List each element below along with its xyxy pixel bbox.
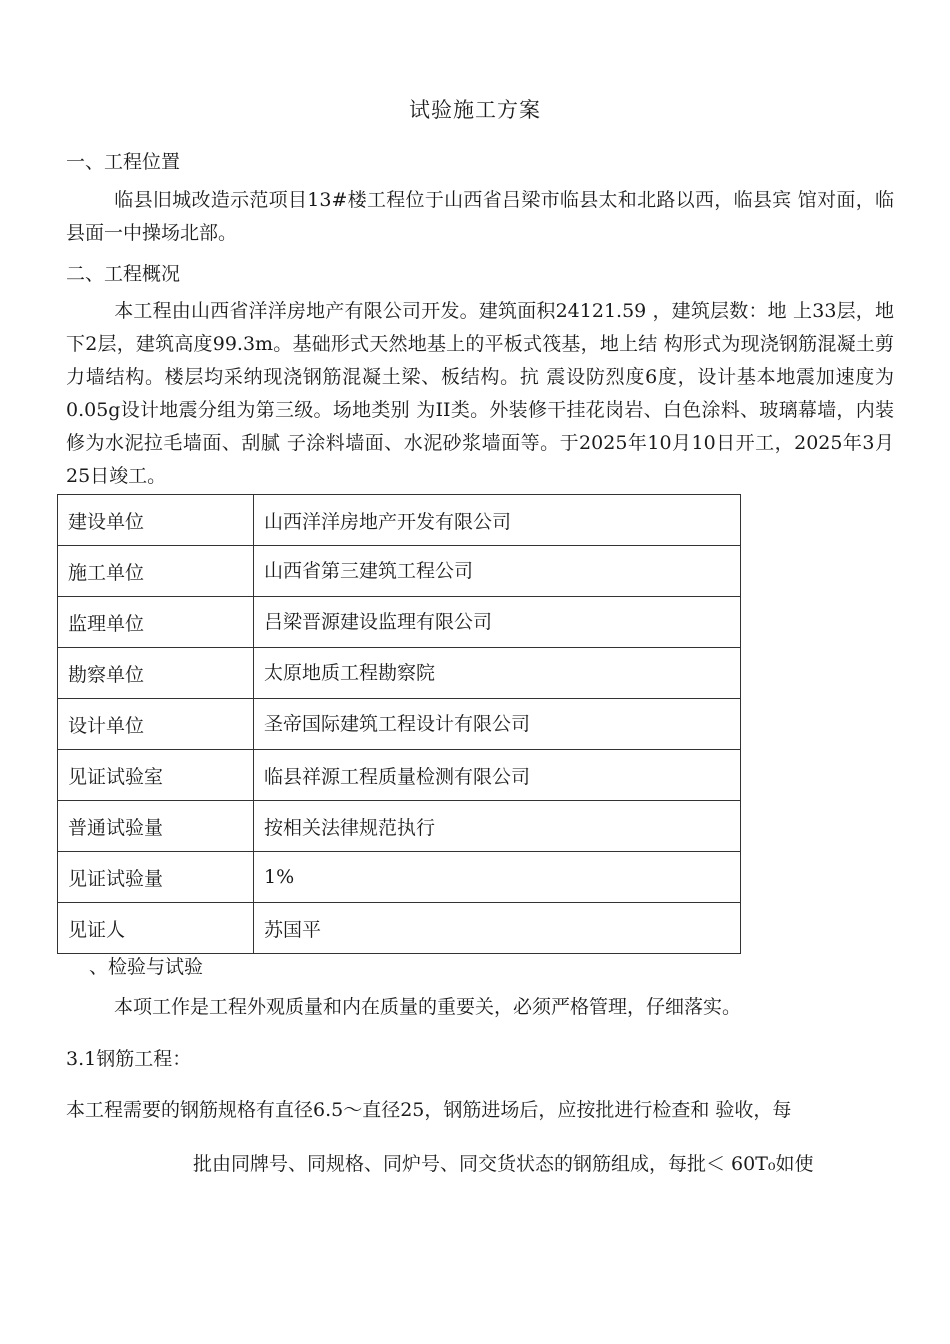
table-row	[58, 852, 741, 903]
table-label: 设计单位	[58, 699, 254, 750]
table-value: 临县祥源工程质量检测有限公司	[254, 750, 741, 801]
table-row	[58, 801, 741, 852]
table-label: 普通试验量	[58, 801, 254, 852]
document-title: 试验施工方案	[409, 98, 541, 122]
table-row	[58, 597, 741, 648]
section-heading-rebar: 3.1钢筋工程：	[66, 1048, 192, 1070]
section-heading-overview: 二、工程概况	[66, 263, 181, 285]
table-row	[58, 546, 741, 597]
table-row	[58, 750, 741, 801]
table-label: 见证试验量	[58, 852, 254, 903]
paragraph-rebar-line2: 批由同牌号、同规格、同炉号、同交货状态的钢筋组成，每批＜ 60T₀如使	[193, 1153, 814, 1175]
table-row	[58, 495, 741, 546]
section-heading-location: 一、工程位置	[66, 151, 181, 173]
table-row	[58, 699, 741, 750]
table-row	[58, 648, 741, 699]
paragraph-location	[66, 184, 894, 250]
paragraph-inspection	[66, 991, 894, 1024]
table-value: 太原地质工程勘察院	[254, 648, 741, 699]
table-value: 山西省第三建筑工程公司	[254, 546, 741, 597]
table-label: 监理单位	[58, 597, 254, 648]
table-value: 山西洋洋房地产开发有限公司	[254, 495, 741, 546]
table-label: 施工单位	[58, 546, 254, 597]
paragraph-location-text: 临县旧城改造示范项目13#楼工程位于山西省吕梁市临县太和北路以西，临县宾 馆对面，临县面一中操场北部。	[66, 189, 894, 244]
section-heading-inspection: 、检验与试验	[89, 956, 204, 978]
table-value: 苏国平	[254, 903, 741, 954]
table-value: 圣帝国际建筑工程设计有限公司	[254, 699, 741, 750]
paragraph-overview	[66, 295, 894, 493]
table-label: 见证人	[58, 903, 254, 954]
table-value: 吕梁晋源建设监理有限公司	[254, 597, 741, 648]
project-info-table	[57, 494, 741, 954]
paragraph-overview-text: 本工程由山西省洋洋房地产有限公司开发。建筑面积24121.59 ，建筑层数：地 上33层，地下2层，建筑高度99.3m。基础形式天然地基上的平板式筏基，地上结 构形式为现浇钢筋混凝土剪力墙结构。楼层均采纳现浇钢筋混凝土梁、板结构。抗 震设防烈度6度，设计基本地震加速度为0.05g设计地震分组为第三级。场地类别 为II类。外装修干挂花岗岩、白色涂料、玻璃幕墙，内装修为水泥拉毛墙面、刮腻 子涂料墙面、水泥砂浆墙面等。于2025年10月10日开工，2025年3月25日竣工。	[66, 300, 894, 487]
table-label: 见证试验室	[58, 750, 254, 801]
table-value: 1%	[254, 852, 741, 903]
table-row	[58, 903, 741, 954]
table-label: 建设单位	[58, 495, 254, 546]
paragraph-rebar-line1: 本工程需要的钢筋规格有直径6.5〜直径25，钢筋进场后，应按批进行检查和 验收，每	[66, 1099, 792, 1121]
table-value: 按相关法律规范执行	[254, 801, 741, 852]
table-label: 勘察单位	[58, 648, 254, 699]
paragraph-inspection-text: 本项工作是工程外观质量和内在质量的重要关，必须严格管理，仔细落实。	[114, 996, 742, 1018]
